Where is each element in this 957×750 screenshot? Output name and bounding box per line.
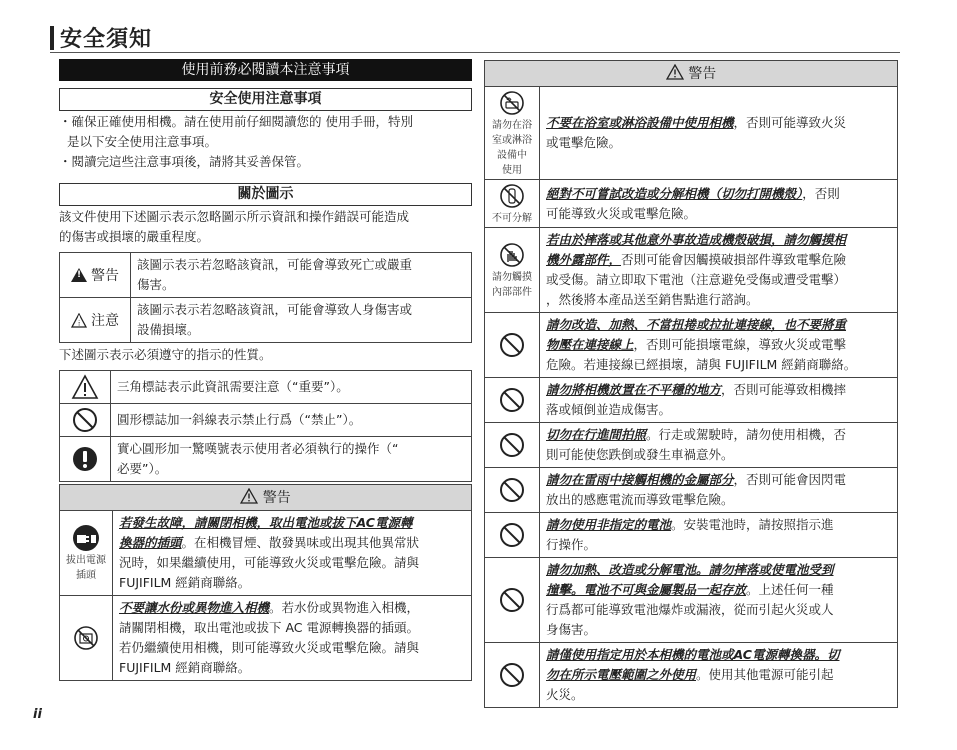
warning-row <box>485 87 898 180</box>
prohibit-icon <box>70 405 100 435</box>
warning-line <box>546 685 891 705</box>
warning-icon-cell <box>60 511 113 596</box>
warning-plain: 況時，如果繼續使用，可能導致火災或電擊危險。請與 <box>119 555 420 570</box>
no-disassemble-icon <box>497 181 527 211</box>
warning-plain: 身傷害。 <box>546 622 597 637</box>
severity-caution-cell <box>60 298 131 343</box>
warning-text <box>113 511 472 596</box>
warning-text <box>540 87 898 180</box>
warning-emphasis: 請僅使用指定用於本相機的電池或AC電源轉換器。切 <box>546 647 840 662</box>
warning-line <box>546 665 891 685</box>
severity-row-caution <box>60 298 472 343</box>
right-warning-title: 警告 <box>688 66 717 82</box>
warning-icon-cell <box>485 87 540 180</box>
safety-heading: 安全使用注意事項 <box>59 88 472 111</box>
warning-emphasis: 若由於摔落或其他意外事故造成機殼破損，請勿觸摸相 <box>546 232 847 247</box>
exclamation-icon <box>70 444 100 474</box>
severity-desc <box>131 253 472 298</box>
prohibit-icon <box>497 520 527 550</box>
no-bath-icon <box>497 88 527 118</box>
prohibit-icon <box>497 385 527 415</box>
warning-row <box>485 643 898 708</box>
warning-line <box>119 513 465 533</box>
symbol-row <box>60 437 472 482</box>
warning-plain: 。行走或駕駛時，請勿使用相機，否 <box>646 427 847 442</box>
warning-plain: 落或傾倒並造成傷害。 <box>546 402 672 417</box>
warning-emphasis: 切勿在行進間拍照 <box>546 427 647 442</box>
warning-row <box>485 513 898 558</box>
warning-line <box>546 250 891 270</box>
warning-emphasis: 機外露部件， <box>546 252 622 267</box>
warning-icon-label: 使用 <box>502 165 522 176</box>
warning-plain: 行爲都可能導致電池爆炸或漏液，從而引起火災或人 <box>546 602 834 617</box>
symbol-row <box>60 371 472 404</box>
warning-line <box>546 490 891 510</box>
warning-row <box>485 180 898 228</box>
bullet-2: ・閱讀完這些注意事項後，請將其妥善保管。 <box>59 154 310 169</box>
warning-emphasis: 不要讓水份或異物進入相機 <box>119 600 270 615</box>
warning-line <box>119 598 465 618</box>
severity-row-warning <box>60 253 472 298</box>
warning-line <box>119 638 465 658</box>
warning-plain: ，否則可能導致相機摔 <box>721 382 847 397</box>
warning-icon-label: 設備中 <box>497 150 527 161</box>
warning-row <box>485 378 898 423</box>
warning-plain: ，否則可能會因閃電 <box>733 472 847 487</box>
warning-plain: 可能導致火災或電擊危險。 <box>546 205 697 221</box>
warning-emphasis: 請勿使用非指定的電池 <box>546 517 672 532</box>
icons-intro-a: 該文件使用下述圖示表示忽略圖示所示資訊和操作錯誤可能造成 <box>59 209 410 224</box>
warning-icon-label: 請勿在浴 <box>492 120 532 131</box>
warning-text <box>540 378 898 423</box>
warning-icon-cell <box>485 513 540 558</box>
warning-plain: 或電擊危險。 <box>546 135 622 150</box>
symbol-row <box>60 404 472 437</box>
warning-emphasis: 換器的插頭 <box>119 535 182 550</box>
warning-emphasis: 撞擊。電池不可與金屬製品一起存放 <box>546 582 747 597</box>
page-title: 安全須知 <box>60 27 153 52</box>
warning-icon-cell <box>485 468 540 513</box>
warning-line <box>546 535 891 555</box>
symbol-text: 圓形標誌加一斜線表示禁止行爲（“禁止”）。 <box>111 404 472 437</box>
warning-plain: 否則可能會因觸摸破損部件導致電擊危險 <box>621 252 847 267</box>
warning-text <box>540 423 898 468</box>
warning-line <box>546 580 891 600</box>
symbol-text-a: 實心圓形加一驚嘆號表示使用者必須執行的操作（“ <box>117 441 399 456</box>
warning-plain: 危險。若連接線已經損壞，請與 FUJIFILM 經銷商聯絡。 <box>546 357 857 372</box>
svg-text:!: ! <box>77 318 81 328</box>
intro-bullets <box>59 112 479 172</box>
warning-line <box>546 133 891 153</box>
warning-line <box>546 230 891 250</box>
symbols-table <box>59 370 472 482</box>
warning-icon-cell <box>485 423 540 468</box>
warning-line <box>546 315 891 335</box>
warning-emphasis: 請勿加熱、改造或分解電池。請勿摔落或使電池受到 <box>546 562 834 577</box>
warning-icon-label: 請勿觸摸 <box>492 272 532 283</box>
symbol-icon-cell <box>60 404 111 437</box>
icons-intro <box>59 207 479 247</box>
warning-plain: ，否則可能導致火災 <box>733 115 847 130</box>
right-warning-header <box>484 60 898 87</box>
severity-desc-a: 該圖示表示若忽略該資訊，可能會導致人身傷害或 <box>137 302 413 317</box>
warning-plain: 。若水份或異物進入相機， <box>269 600 420 615</box>
warning-icon-label: 拔出電源 <box>66 555 106 566</box>
warning-text <box>113 596 472 681</box>
warning-icon-label: 不可分解 <box>492 213 532 224</box>
warning-triangle-icon <box>71 268 87 282</box>
warning-icon-cell <box>485 378 540 423</box>
warning-plain: 。使用其他電源可能引起 <box>696 667 834 682</box>
warning-line <box>546 290 891 310</box>
symbols-intro: 下述圖示表示必須遵守的指示的性質。 <box>59 347 272 362</box>
title-rule <box>50 52 900 53</box>
warning-row <box>60 511 472 596</box>
warning-icon-cell <box>485 228 540 313</box>
warning-line <box>546 184 891 204</box>
warning-line <box>119 533 465 553</box>
warning-icon-cell <box>485 180 540 228</box>
warning-plain: 則可能使您跌倒或發生車禍意外。 <box>546 447 734 462</box>
unplug-icon <box>71 523 101 553</box>
triangle-icon <box>70 372 100 402</box>
warning-icon-cell <box>60 596 113 681</box>
left-warning-header <box>59 484 472 511</box>
warning-line <box>546 445 891 465</box>
warning-line <box>546 113 891 133</box>
title-accent-bar <box>50 26 54 50</box>
severity-desc-b: 設備損壞。 <box>137 322 200 337</box>
symbol-icon-cell <box>60 437 111 482</box>
severity-table <box>59 252 472 343</box>
warning-line <box>546 270 891 290</box>
warning-line <box>546 470 891 490</box>
warning-line <box>119 573 465 593</box>
warning-plain: 。在相機冒煙、散發異味或出現其他異常狀 <box>181 535 420 550</box>
warning-plain: FUJIFILM 經銷商聯絡。 <box>119 575 251 590</box>
warning-line <box>546 355 891 375</box>
warning-line <box>546 515 891 535</box>
prohibit-icon <box>497 585 527 615</box>
warning-row <box>485 558 898 643</box>
page-number: ii <box>33 707 42 722</box>
warning-emphasis: 若發生故障，請關閉相機，取出電池或拔下AC電源轉 <box>119 515 413 530</box>
warning-line <box>546 425 891 445</box>
warning-icon-label: 室或淋浴 <box>492 135 532 146</box>
icons-intro-b: 的傷害或損壞的嚴重程度。 <box>59 229 210 244</box>
warning-emphasis: 絕對不可嘗試改造或分解相機（切勿打開機殼） <box>546 185 803 201</box>
warning-plain: ，否則可能損壞電線，導致火災或電擊 <box>633 337 847 352</box>
warning-line <box>546 600 891 620</box>
prohibit-icon <box>497 330 527 360</box>
warning-line <box>546 204 891 224</box>
warning-icon-label: 內部部件 <box>492 287 532 298</box>
severity-desc-a: 該圖示表示若忽略該資訊，可能會導致死亡或嚴重 <box>137 257 413 272</box>
symbol-icon-cell <box>60 371 111 404</box>
symbol-text <box>111 437 472 482</box>
warning-plain: 。上述任何一種 <box>746 582 834 597</box>
warning-triangle-icon <box>666 64 684 80</box>
severity-desc <box>131 298 472 343</box>
warning-line <box>119 658 465 678</box>
warning-emphasis: 不要在浴室或淋浴設備中使用相機 <box>546 115 734 130</box>
warning-line <box>119 618 465 638</box>
no-touch-icon <box>497 240 527 270</box>
left-warning-table <box>59 510 472 681</box>
warning-line <box>119 553 465 573</box>
warning-plain: 火災。 <box>546 687 584 702</box>
warning-line <box>546 400 891 420</box>
prohibit-icon <box>497 475 527 505</box>
warning-plain: 。安裝電池時，請按照指示進 <box>671 517 834 532</box>
warning-emphasis: 請勿改造、加熱、不當扭捲或拉扯連接線，也不要將重 <box>546 317 847 332</box>
warning-emphasis: 請勿將相機放置在不平穩的地方 <box>546 382 722 397</box>
warning-text <box>540 180 898 228</box>
warning-plain: ，然後將本產品送至銷售點進行諮詢。 <box>546 292 759 307</box>
severity-label: 警告 <box>91 268 119 284</box>
warning-line <box>546 335 891 355</box>
warning-row <box>485 423 898 468</box>
prohibit-icon <box>497 430 527 460</box>
warning-emphasis: 勿在所示電壓範圍之外使用 <box>546 667 697 682</box>
severity-warning-cell <box>60 253 131 298</box>
warning-text <box>540 558 898 643</box>
warning-row <box>485 228 898 313</box>
bullet-1b: 是以下安全使用注意事項。 <box>67 134 218 149</box>
warning-plain: 放出的感應電流而導致電擊危險。 <box>546 492 734 507</box>
icons-heading: 關於圖示 <box>59 183 472 206</box>
warning-triangle-icon <box>240 488 258 504</box>
warning-line <box>546 620 891 640</box>
warning-plain: ，否則 <box>802 185 840 201</box>
warning-row <box>60 596 472 681</box>
warning-plain: 或受傷。請立即取下電池（注意避免受傷或遭受電擊） <box>546 272 847 287</box>
caution-triangle-icon <box>71 313 87 327</box>
warning-line <box>546 380 891 400</box>
warning-line <box>546 560 891 580</box>
severity-label: 注意 <box>91 313 119 329</box>
right-warning-table <box>484 86 898 708</box>
warning-row <box>485 468 898 513</box>
left-warning-title: 警告 <box>262 490 291 506</box>
symbol-text-b: 必要”）。 <box>117 461 168 476</box>
warning-text <box>540 643 898 708</box>
symbol-text: 三角標誌表示此資訊需要注意（“重要”）。 <box>111 371 472 404</box>
warning-line <box>546 645 891 665</box>
severity-desc-b: 傷害。 <box>137 277 175 292</box>
warning-icon-cell <box>485 558 540 643</box>
warning-icon-cell <box>485 643 540 708</box>
warning-text <box>540 313 898 378</box>
bullet-1a: ・確保正確使用相機。請在使用前仔細閱讀您的 使用手冊，特別 <box>59 114 413 129</box>
no-water-icon <box>71 623 101 653</box>
warning-text <box>540 468 898 513</box>
warning-plain: 請關閉相機，取出電池或拔下 AC 電源轉換器的插頭。 <box>119 620 420 635</box>
warning-emphasis: 請勿在雷雨中接觸相機的金屬部分 <box>546 472 734 487</box>
warning-row <box>485 313 898 378</box>
prohibit-icon <box>497 660 527 690</box>
warning-emphasis: 物壓在連接線上 <box>546 337 634 352</box>
warning-plain: 若仍繼續使用相機，則可能導致火災或電擊危險。請與 <box>119 640 420 655</box>
warning-text <box>540 513 898 558</box>
warning-plain: 行操作。 <box>546 537 597 552</box>
warning-plain: FUJIFILM 經銷商聯絡。 <box>119 660 251 675</box>
must-read-banner: 使用前務必閱讀本注意事項 <box>59 59 472 81</box>
warning-icon-cell <box>485 313 540 378</box>
warning-text <box>540 228 898 313</box>
warning-icon-label: 插頭 <box>76 570 96 581</box>
